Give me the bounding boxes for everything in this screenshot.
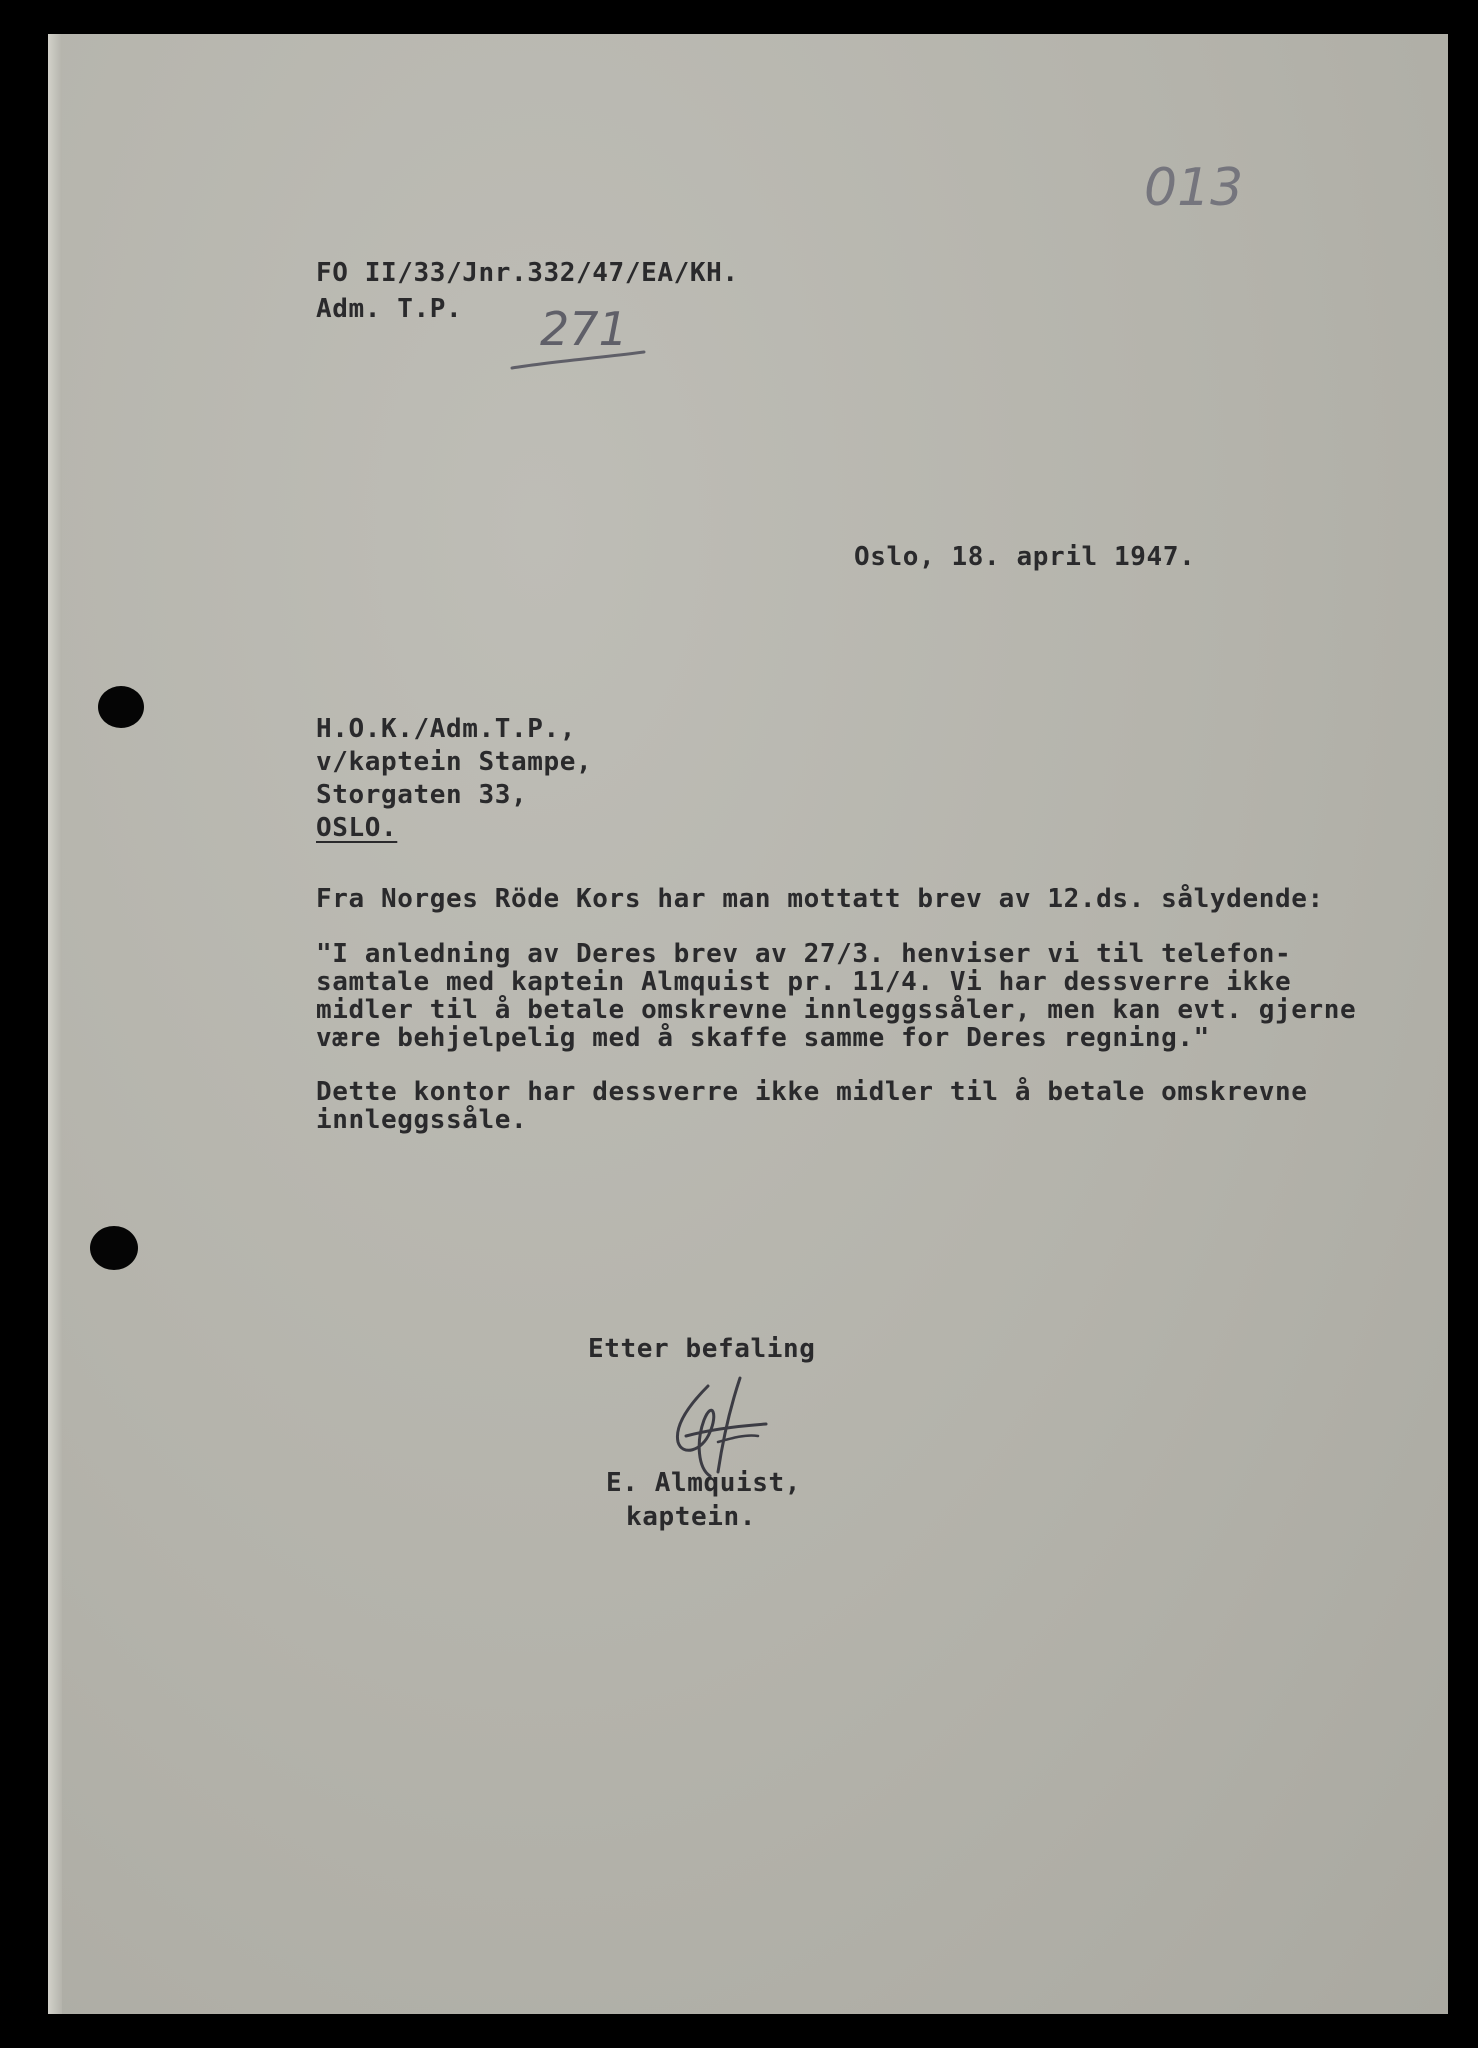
quote-line: være behjelpelig med å skaffe samme for Deres regning." [316,1023,1210,1053]
closing-line: innleggssåle. [316,1105,528,1135]
signatory-title: kaptein. [626,1502,757,1532]
quote-line: midler til å betale omskrevne innleggssåler, men kan evt. gjerne [316,995,1357,1025]
reference-line-2: Adm. T.P. [316,294,463,324]
handwritten-journal-number: 271 [540,302,628,356]
quote-line: samtale med kaptein Almquist pr. 11/4. Vi har dessverre ikke [316,967,1292,997]
recipient-line-4: OSLO. [316,813,398,843]
reference-line-1: FO II/33/Jnr.332/47/EA/KH. [316,258,739,288]
closing-line: Dette kontor har dessverre ikke midler til å betale omskrevne [316,1077,1308,1107]
handwritten-underline [508,346,648,376]
signature-phrase: Etter befaling [588,1334,816,1364]
body-intro: Fra Norges Röde Kors har man mottatt brev av 12.ds. sålydende: [316,884,1324,914]
recipient-line-3: Storgaten 33, [316,780,528,810]
paper-edge [48,34,62,2014]
quoted-paragraph [316,940,1356,1052]
letter-page [48,34,1448,2014]
quote-line: "I anledning av Deres brev av 27/3. henviser vi til telefon- [316,939,1292,969]
punch-hole-bottom [90,1226,138,1270]
punch-hole-top [98,686,144,728]
recipient-line-1: H.O.K./Adm.T.P., [316,714,577,744]
signatory-name: E. Almquist, [606,1468,802,1498]
date-line: Oslo, 18. april 1947. [854,542,1196,572]
handwritten-page-number: 013 [1144,158,1244,218]
recipient-line-2: v/kaptein Stampe, [316,747,593,777]
closing-paragraph [316,1078,1307,1134]
